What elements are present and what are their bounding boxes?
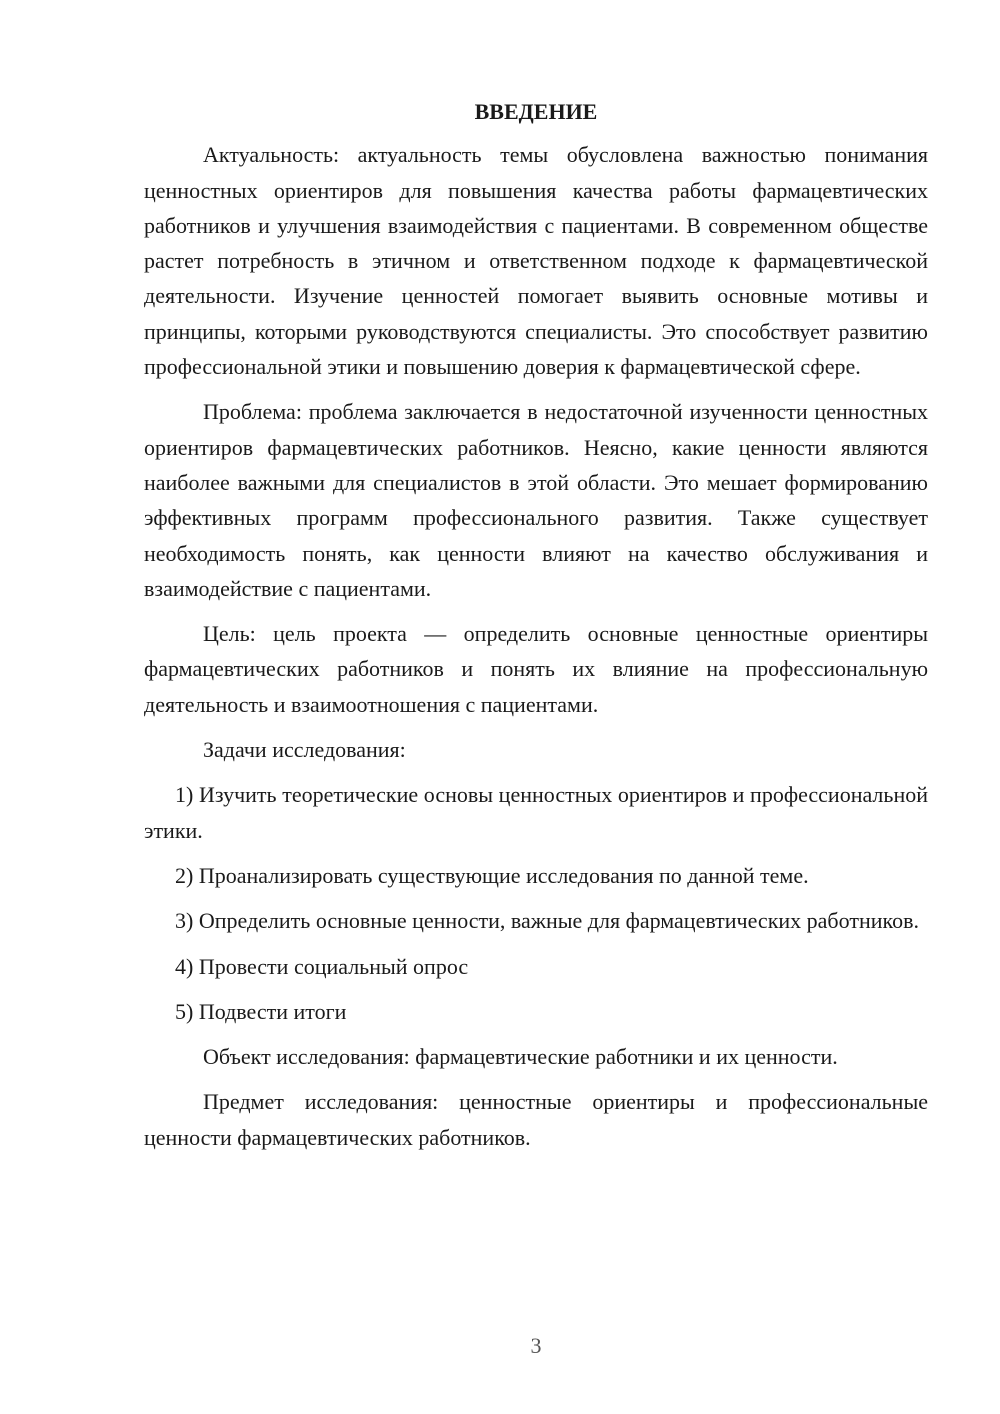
- paragraph-object: Объект исследования: фармацевтические работники и их ценности.: [203, 1044, 838, 1070]
- paragraph-subject: Предмет исследования: ценностные ориентиры и профессиональные ценности фармацевтических работников.: [144, 1089, 928, 1150]
- paragraph-relevance: Актуальность: актуальность темы обусловлена важностью понимания ценностных ориентиров для повышения качества работы фармацевтических работников и улучшения взаимодействия с пациентами. В современном обществе растет потребность в этичном и ответственном подходе к фармацевтической деятельности. Изучение ценностей помогает выявить основные мотивы и принципы, которыми руководствуются специалисты. Это способствует развитию профессиональной этики и повышению доверия к фармацевтической сфере.: [144, 142, 928, 380]
- task-item: 4) Провести социальный опрос: [175, 953, 469, 979]
- task-item: 3) Определить основные ценности, важные для фармацевтических работников.: [175, 908, 919, 934]
- task-item: 2) Проанализировать существующие исследования по данной теме.: [175, 862, 809, 888]
- paragraph-goal: Цель: цель проекта — определить основные ценностные ориентиры фармацевтических работников и понять их влияние на профессиональную деятельность и взаимоотношения с пациентами.: [144, 621, 928, 717]
- page-number: 3: [530, 1333, 542, 1358]
- page-content: [144, 94, 928, 1165]
- task-item: 1) Изучить теоретические основы ценностных ориентиров и профессиональной этики.: [144, 782, 928, 843]
- section-title: ВВЕДЕНИЕ: [474, 99, 598, 124]
- paragraph-problem: Проблема: проблема заключается в недостаточной изученности ценностных ориентиров фармацевтических работников. Неясно, какие ценности являются наиболее важными для специалистов в этой области. Это мешает формированию эффективных программ профессионального развития. Также существует необходимость понять, как ценности влияют на качество обслуживания и взаимодействие с пациентами.: [144, 399, 928, 601]
- task-item: 5) Подвести итоги: [175, 998, 347, 1024]
- paragraph-tasks-heading: Задачи исследования:: [203, 737, 406, 763]
